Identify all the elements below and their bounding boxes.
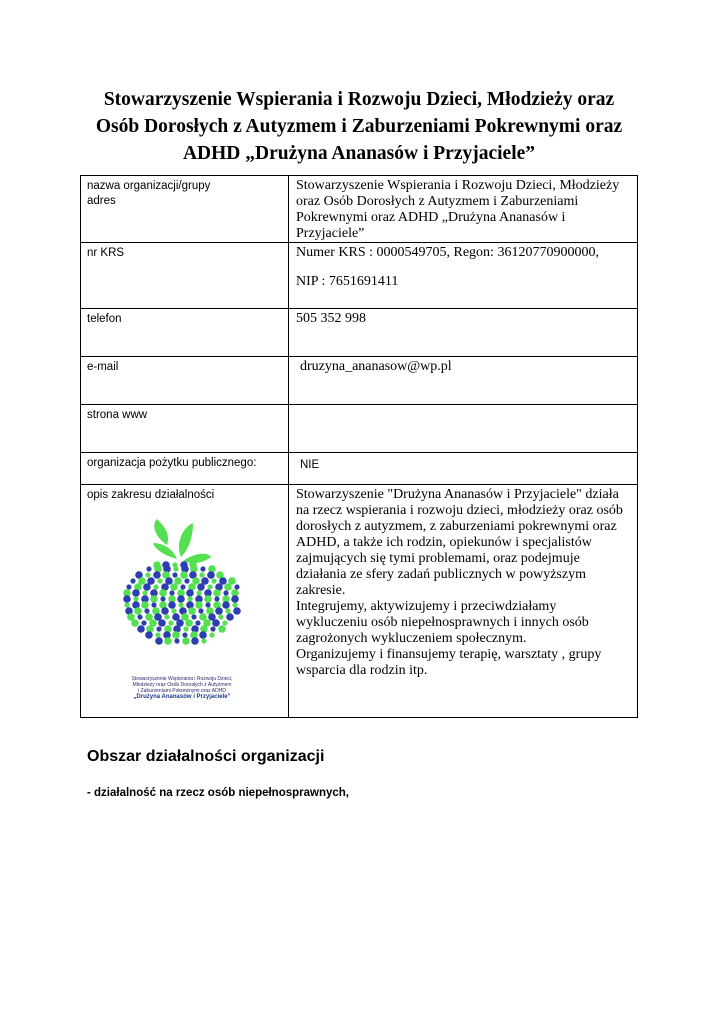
logo-dot bbox=[157, 578, 162, 583]
logo-dot bbox=[186, 589, 194, 597]
logo-dot bbox=[233, 607, 241, 615]
logo-dot bbox=[195, 601, 203, 609]
logo-dot bbox=[134, 607, 142, 615]
value-scope-para-3: Organizujemy i finansujemy terapię, warsztaty , grupy wsparcia dla rodzin itp. bbox=[296, 647, 602, 678]
label-cell-scope bbox=[81, 485, 289, 718]
logo-dot bbox=[182, 632, 187, 637]
logo-dot bbox=[141, 620, 146, 625]
logo-dot bbox=[218, 625, 226, 633]
logo-dot bbox=[195, 620, 200, 625]
label-phone: telefon bbox=[81, 309, 289, 357]
logo-dot bbox=[225, 608, 230, 613]
logo-dot bbox=[150, 595, 158, 603]
logo-dot bbox=[142, 590, 147, 595]
logo-dot bbox=[137, 614, 142, 619]
pineapple-logo-icon bbox=[117, 517, 247, 669]
logo-caption bbox=[117, 676, 247, 700]
label-opp: organizacja pożytku publicznego: bbox=[81, 453, 289, 485]
organization-info-table bbox=[80, 175, 638, 718]
value-www bbox=[289, 405, 638, 453]
logo-dot bbox=[130, 578, 135, 583]
logo-dot bbox=[151, 602, 156, 607]
logo-dot bbox=[155, 632, 160, 637]
label-cell-name bbox=[81, 176, 289, 243]
logo-dot bbox=[168, 601, 176, 609]
logo-dot bbox=[223, 590, 228, 595]
logo-dot bbox=[171, 608, 176, 613]
label-email: e-mail bbox=[81, 357, 289, 405]
label-address: adres bbox=[87, 195, 116, 207]
value-cell-scope bbox=[289, 485, 638, 718]
logo-dot bbox=[131, 619, 139, 627]
value-scope-para-1: Stowarzyszenie "Drużyna Ananasów i Przyjaciele" działa na rzecz wspierania i rozwoju dzieci, młodzieży oraz osób dorosłych z autyzmem, z zaburzeniami pokrewnymi oraz ADHD, a także ich rodzin, opiekunów i specjalistów zajmujących się tymi problemami, oraz podejmuje działania ze sfery zadań publicznych w powyższym zakresie. bbox=[296, 487, 623, 598]
section-item-1: - działalność na rzecz osób niepełnosprawnych, bbox=[87, 787, 350, 799]
logo-dot bbox=[207, 571, 215, 579]
value-opp: NIE bbox=[289, 453, 638, 485]
logo-dot bbox=[231, 595, 239, 603]
logo-dot bbox=[184, 578, 189, 583]
value-email: druzyna_ananasow@wp.pl bbox=[289, 357, 638, 405]
label-scope: opis zakresu działalności bbox=[87, 489, 215, 501]
table-row-email bbox=[81, 357, 638, 405]
logo-dot bbox=[123, 595, 131, 603]
value-phone: 505 352 998 bbox=[289, 309, 638, 357]
logo-caption-line-3: i Zaburzeniami Pokrewnymi oraz ADHD bbox=[138, 688, 226, 694]
title-line-3: ADHD „Drużyna Ananasów i Przyjaciele” bbox=[182, 143, 536, 164]
label-org-name: nazwa organizacji/grupy bbox=[87, 180, 211, 192]
logo-dot bbox=[160, 596, 165, 601]
value-scope-para-2: Integrujemy, aktywizujemy i przeciwdziałamy wykluczeniu osób niepełnosprawnych i innych osób zagrożonych wykluczeniem społecznym. bbox=[296, 599, 589, 646]
logo-dot bbox=[156, 626, 161, 631]
logo-dot bbox=[153, 584, 158, 589]
logo-dot bbox=[211, 578, 216, 583]
logo-dot bbox=[180, 584, 185, 589]
logo-dot bbox=[178, 602, 183, 607]
value-krs-regon: Numer KRS : 0000549705, Regon: 36120770900000, bbox=[296, 245, 599, 260]
logo-dot bbox=[232, 602, 237, 607]
logo-caption-line-4: „Drużyna Ananasów i Przyjaciele” bbox=[133, 694, 231, 700]
logo-dot bbox=[191, 614, 196, 619]
logo-dot bbox=[222, 620, 227, 625]
logo-dot bbox=[133, 596, 138, 601]
table-row-name bbox=[81, 176, 638, 243]
logo-dot bbox=[174, 638, 179, 643]
logo-dot bbox=[168, 620, 173, 625]
logo-dot bbox=[143, 583, 151, 591]
logo-caption-line-2: Młodzieży oraz Osób Dorosłych z Autyzmem bbox=[132, 682, 232, 688]
logo-dot bbox=[172, 572, 177, 577]
logo-dot bbox=[161, 607, 169, 615]
section-heading: Obszar działalności organizacji bbox=[87, 748, 325, 765]
logo-dot bbox=[224, 583, 232, 591]
logo-dot bbox=[182, 637, 190, 645]
logo-dot bbox=[199, 572, 204, 577]
logo-dot bbox=[213, 589, 221, 597]
logo-dot bbox=[169, 590, 174, 595]
logo-dot bbox=[215, 607, 223, 615]
logo-dot bbox=[137, 625, 145, 633]
logo-dot bbox=[170, 583, 178, 591]
logo-dot bbox=[185, 619, 193, 627]
logo-dot bbox=[201, 638, 206, 643]
label-krs: nr KRS bbox=[81, 243, 289, 309]
logo-dot bbox=[191, 637, 199, 645]
logo-dot bbox=[153, 571, 161, 579]
logo-dot bbox=[177, 595, 185, 603]
logo-dot bbox=[205, 602, 210, 607]
value-nip: NIP : 7651691411 bbox=[296, 274, 399, 289]
logo-dot bbox=[145, 631, 153, 639]
logo-dot bbox=[180, 571, 188, 579]
logo-caption-line-1: Stowarzyszenie Wspierania i Rozwoju Dzieci, bbox=[131, 676, 233, 682]
organization-logo bbox=[117, 517, 247, 700]
logo-dot bbox=[132, 589, 140, 597]
title-line-1: Stowarzyszenie Wspierania i Rozwoju Dzieci, Młodzieży oraz bbox=[103, 89, 615, 110]
title-line-2: Osób Dorosłych z Autyzmem i Zaburzeniami Pokrewnymi oraz bbox=[95, 116, 623, 137]
logo-dot bbox=[199, 631, 207, 639]
logo-dot bbox=[210, 626, 215, 631]
logo-dot bbox=[146, 566, 151, 571]
logo-dot bbox=[141, 601, 149, 609]
logo-dot bbox=[172, 631, 180, 639]
logo-dot bbox=[124, 602, 129, 607]
value-org-name: Stowarzyszenie Wspierania i Rozwoju Dzieci, Młodzieży oraz Osób Dorosłych z Autyzmem i Zaburzeniami Pokrewnymi oraz ADHD „Drużyna Ananasów i Przyjaciele” bbox=[289, 176, 638, 243]
document-title bbox=[80, 86, 638, 167]
logo-dot bbox=[164, 637, 172, 645]
logo-dot bbox=[214, 596, 219, 601]
logo-dot bbox=[145, 572, 150, 577]
logo-dot bbox=[212, 619, 220, 627]
logo-dot bbox=[198, 608, 203, 613]
table-row-opp bbox=[81, 453, 638, 485]
logo-dot bbox=[207, 584, 212, 589]
logo-dot bbox=[197, 583, 205, 591]
table-row-krs bbox=[81, 243, 638, 309]
table-row-scope bbox=[81, 485, 638, 718]
logo-dot bbox=[209, 632, 214, 637]
logo-dot bbox=[188, 607, 196, 615]
logo-dot bbox=[173, 566, 178, 571]
logo-dot bbox=[187, 596, 192, 601]
logo-dot bbox=[159, 589, 167, 597]
logo-dot bbox=[164, 614, 169, 619]
table-row-phone bbox=[81, 309, 638, 357]
logo-dot bbox=[126, 584, 131, 589]
logo-dot bbox=[200, 566, 205, 571]
logo-dot bbox=[226, 613, 234, 621]
logo-dot bbox=[218, 614, 223, 619]
logo-dot bbox=[204, 595, 212, 603]
logo-dot bbox=[158, 619, 166, 627]
logo-dot bbox=[144, 608, 149, 613]
label-www: strona www bbox=[81, 405, 289, 453]
value-cell-krs bbox=[289, 243, 638, 309]
logo-dot bbox=[155, 637, 163, 645]
logo-dot bbox=[222, 601, 230, 609]
logo-dot bbox=[196, 590, 201, 595]
table-row-www bbox=[81, 405, 638, 453]
logo-dot bbox=[183, 626, 188, 631]
logo-dot bbox=[234, 584, 239, 589]
